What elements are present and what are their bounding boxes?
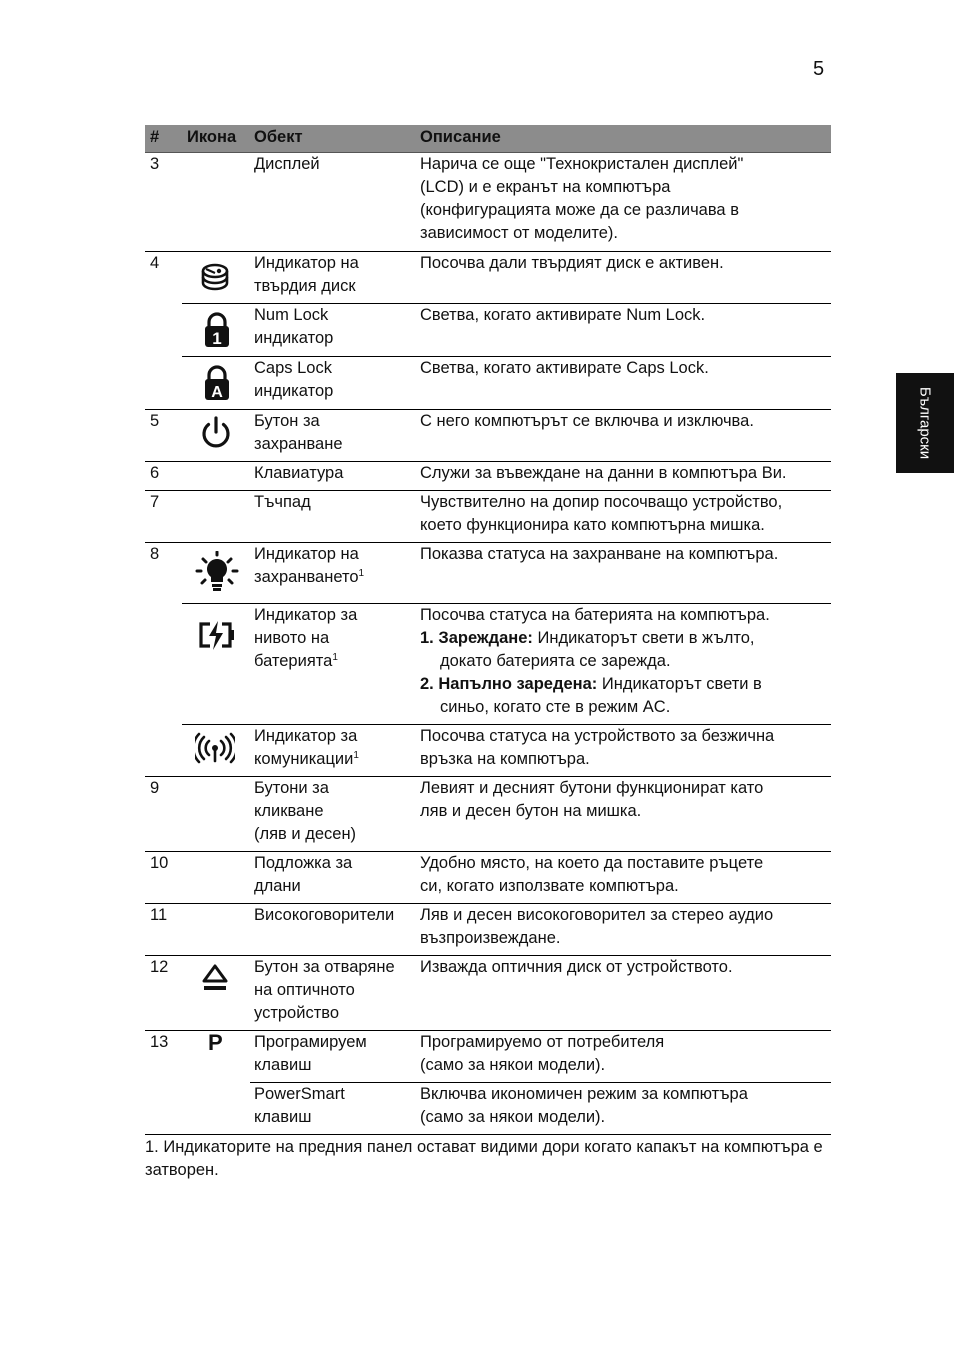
wireless-indicator-icon	[195, 729, 235, 769]
row-object: Програмируем клавиш	[254, 1033, 367, 1074]
list-item: 2. Напълно заредена: Индикаторът свети в	[420, 675, 762, 693]
row-description: Изважда оптичния диск от устройството.	[420, 958, 733, 976]
row-description: Програмируемо от потребителя (само за някои модели).	[420, 1033, 665, 1074]
row-number: 7	[150, 493, 160, 511]
row-description: Светва, когато активирате Num Lock.	[420, 306, 706, 324]
table-bottom-rule	[145, 1134, 831, 1135]
row-number: 10	[150, 854, 169, 872]
row-object: Дисплей	[254, 155, 320, 173]
row-number: 4	[150, 254, 160, 272]
row-object: Тъчпад	[254, 493, 311, 511]
row-object: Индикатор на твърдия диск	[254, 254, 359, 295]
row-object: PowerSmart клавиш	[254, 1085, 345, 1126]
language-tab	[896, 373, 954, 473]
row-number: 8	[150, 545, 160, 563]
row-object: Бутони за кликване (ляв и десен)	[254, 779, 357, 843]
row-description: Светва, когато активирате Caps Lock.	[420, 359, 709, 377]
row-description: Нарича се още "Технокристален дисплей" (LCD) и е екранът на компютъра (конфигурацията може да се различава в зависимост от моделите).	[420, 155, 744, 242]
header-icon: Икона	[187, 128, 237, 146]
power-icon	[196, 413, 236, 453]
row-object: Подложка за длани	[254, 854, 353, 895]
row-description: Посочва дали твърдият диск е активен.	[420, 254, 724, 272]
hdd-indicator-icon	[195, 258, 235, 298]
row-description: Удобно място, на което да поставите ръцете си, когато използвате компютъра.	[420, 854, 764, 895]
row-object: Бутон за отваряне на оптичното устройство	[254, 958, 395, 1022]
row-description: Служи за въвеждане на данни в компютъра Ви.	[420, 464, 787, 482]
num-lock-icon	[197, 310, 237, 350]
row-object: Клавиатура	[254, 464, 344, 482]
svg-text:1: 1	[212, 329, 222, 348]
header-description: Описание	[420, 128, 501, 146]
row-description: С него компютърът се включва и изключва.	[420, 412, 754, 430]
caps-lock-icon	[197, 363, 237, 403]
row-object: Индикатор за нивото на батерията$^1$	[254, 606, 358, 670]
header-object: Обект	[254, 128, 303, 146]
row-description: Ляв и десен високоговорител за стерео аудио възпроизвеждане.	[420, 906, 774, 947]
row-description: Включва икономичен режим за компютъра (само за някои модели).	[420, 1085, 748, 1126]
row-number: 5	[150, 412, 160, 430]
footnote: 1. Индикаторите на предния панел остават видими дори когато капакът на компютъра е затворен.	[145, 1138, 823, 1179]
page-number: 5	[813, 58, 825, 80]
row-object: Индикатор за комуникации$^1$	[254, 727, 359, 768]
row-number: 13	[150, 1033, 169, 1051]
row-description: Показва статуса на захранване на компютъра.	[420, 545, 779, 563]
eject-icon	[197, 961, 233, 997]
row-object: Caps Lock индикатор	[254, 359, 334, 400]
p-key-icon: P	[208, 1030, 223, 1055]
row-object: Индикатор на захранването$^1$	[254, 545, 365, 586]
power-indicator-icon	[195, 551, 239, 595]
row-number: 6	[150, 464, 160, 482]
row-description: Левият и десният бутони функционират като ляв и десен бутон на мишка.	[420, 779, 764, 820]
battery-indicator-icon	[196, 615, 236, 655]
svg-text:A: A	[211, 384, 223, 401]
table-header	[145, 125, 831, 153]
row-description: Посочва статуса на батерията на компютъра. 1. Зареждане: Индикаторът свети в жълто, докато батерията се зарежда. 2. Напълно заредена: Индикаторът свети в синьо, когато сте в режим AC.	[420, 606, 770, 716]
list-item: 1. Зареждане: Индикаторът свети в жълто,	[420, 629, 755, 647]
row-object: Num Lock индикатор	[254, 306, 334, 347]
language-tab-label: Български	[916, 386, 934, 460]
row-description: Посочва статуса на устройството за безжична връзка на компютъра.	[420, 727, 775, 768]
row-object: Бутон за захранване	[254, 412, 343, 453]
row-object: Високоговорители	[254, 906, 395, 924]
row-number: 12	[150, 958, 169, 976]
row-description: Чувствително на допир посочващо устройство, което функционира като компютърна мишка.	[420, 493, 783, 534]
row-number: 11	[150, 906, 168, 924]
header-num: #	[150, 128, 160, 146]
row-number: 9	[150, 779, 160, 797]
row-number: 3	[150, 155, 160, 173]
